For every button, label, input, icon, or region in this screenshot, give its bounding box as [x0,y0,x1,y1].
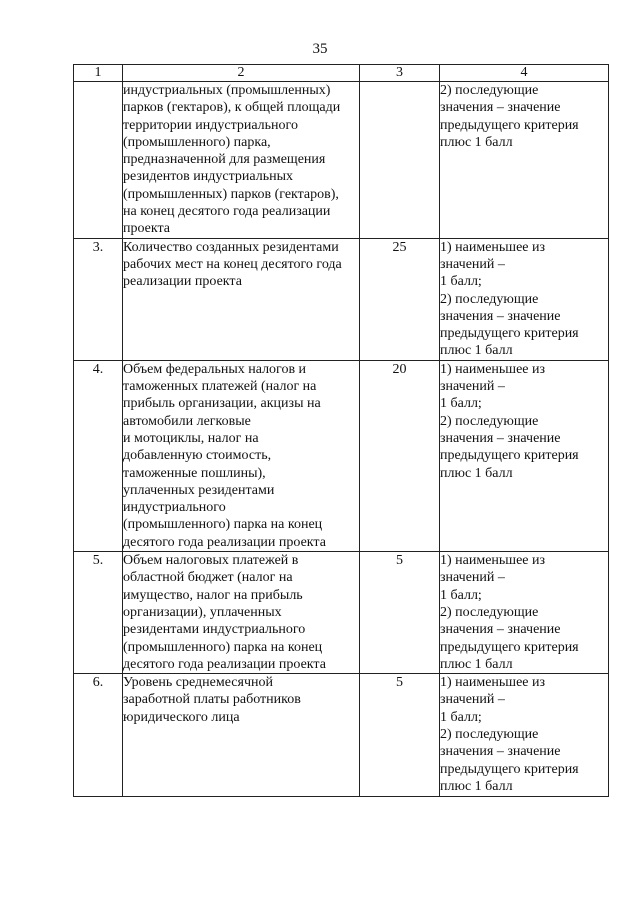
scoring-rule-line: значений – [440,256,505,272]
scoring-rule-line: значения – значение [440,308,561,324]
scoring-rule-line: 1 балл; [440,396,482,412]
column-header: 1 [74,65,123,82]
scoring-rule-line: значения – значение [440,100,561,116]
criterion-name [123,360,360,551]
scoring-rule-line: предыдущего критерия [440,761,579,777]
criterion-name-line: Количество созданных резидентами [123,239,339,255]
criterion-name-line: территории индустриального [123,117,298,133]
scoring-rule-line: 1 балл; [440,709,482,725]
criterion-name-line: организации), уплаченных [123,604,282,620]
scoring-rule-line: плюс 1 балл [440,778,513,794]
scoring-rule-line: 1) наименьшее из [440,553,546,569]
column-header: 4 [440,65,609,82]
scoring-rule-line: плюс 1 балл [440,656,513,672]
criterion-name-line: и мотоциклы, налог на [123,430,259,446]
criterion-name-line: юридического лица [123,709,240,725]
scoring-rule [440,238,609,360]
criterion-name [123,552,360,674]
scoring-rule-line: значения – значение [440,430,561,446]
criterion-name-line: на конец десятого года реализации [123,204,331,220]
criterion-name-line: парков (гектаров), к общей площади [123,100,341,116]
scoring-rule-line: 1 балл; [440,587,482,603]
criterion-name-line: автомобили легковые [123,413,251,429]
scoring-rule-line: предыдущего критерия [440,639,579,655]
criterion-score: 5 [360,552,440,674]
criterion-name-line: таможенные пошлины), [123,465,266,481]
criterion-name-line: имущество, налог на прибыль [123,587,303,603]
criterion-name-line: Объем федеральных налогов и [123,361,307,377]
criterion-name-line: прибыль организации, акцизы на [123,396,321,412]
scoring-rule-line: 1) наименьшее из [440,675,546,691]
scoring-rule-line: значения – значение [440,622,561,638]
scoring-rule-line: значений – [440,692,505,708]
criterion-name-line: резидентов индустриальных [123,169,293,185]
table-row [74,82,609,239]
criteria-table [73,64,609,797]
scoring-rule-line: предыдущего критерия [440,448,579,464]
criterion-name [123,82,360,239]
criterion-name-line: таможенных платежей (налог на [123,379,317,395]
criterion-name-line: (промышленного) парка на конец [123,517,323,533]
row-number: 6. [74,674,123,797]
column-header: 3 [360,65,440,82]
criterion-name-line: десятого года реализации проекта [123,656,326,672]
scoring-rule-line: предыдущего критерия [440,117,579,133]
scoring-rule-line: 2) последующие [440,413,539,429]
column-header: 2 [123,65,360,82]
row-number: 5. [74,552,123,674]
scoring-rule-line: плюс 1 балл [440,134,513,150]
scoring-rule [440,674,609,797]
criterion-name-line: индустриального [123,500,226,516]
criterion-name-line: индустриальных (промышленных) [123,83,331,98]
criterion-name-line: (промышленного) парка на конец [123,639,323,655]
criterion-name-line: (промышленного) парка, [123,134,271,150]
row-number: 3. [74,238,123,360]
criterion-score: 5 [360,674,440,797]
criterion-name-line: заработной платы работников [123,692,301,708]
criterion-score: 25 [360,238,440,360]
scoring-rule-line: 2) последующие [440,604,539,620]
criterion-name-line: десятого года реализации проекта [123,534,326,550]
criterion-name-line: резидентами индустриального [123,622,306,638]
criterion-name-line: (промышленных) парков (гектаров), [123,186,339,202]
criterion-name-line: Уровень среднемесячной [123,675,273,691]
criterion-name-line: уплаченных резидентами [123,482,275,498]
criterion-name-line: добавленную стоимость, [123,448,272,464]
table-row [74,360,609,551]
row-number: 4. [74,360,123,551]
criterion-score: 20 [360,360,440,551]
scoring-rule-line: 2) последующие [440,83,539,98]
table-header-row [74,65,609,82]
scoring-rule-line: 2) последующие [440,291,539,307]
page-number: 35 [312,41,328,57]
scoring-rule [440,360,609,551]
scoring-rule [440,82,609,239]
scoring-rule-line: значений – [440,570,505,586]
criterion-name-line: проекта [123,221,170,237]
criterion-name-line: областной бюджет (налог на [123,570,293,586]
criterion-name-line: Объем налоговых платежей в [123,553,299,569]
criterion-name-line: рабочих мест на конец десятого года [123,256,342,272]
scoring-rule-line: 1) наименьшее из [440,361,546,377]
table-row [74,674,609,797]
criterion-name-line: реализации проекта [123,274,242,290]
criterion-name [123,238,360,360]
table-row [74,238,609,360]
criterion-name-line: предназначенной для размещения [123,152,326,168]
table-row [74,552,609,674]
row-number [74,82,123,239]
scoring-rule-line: 2) последующие [440,726,539,742]
scoring-rule-line: плюс 1 балл [440,465,513,481]
scoring-rule-line: значения – значение [440,744,561,760]
scoring-rule [440,552,609,674]
scoring-rule-line: плюс 1 балл [440,343,513,359]
scoring-rule-line: значений – [440,379,505,395]
scoring-rule-line: 1) наименьшее из [440,239,546,255]
criterion-name [123,674,360,797]
criterion-score [360,82,440,239]
scoring-rule-line: 1 балл; [440,274,482,290]
scoring-rule-line: предыдущего критерия [440,326,579,342]
